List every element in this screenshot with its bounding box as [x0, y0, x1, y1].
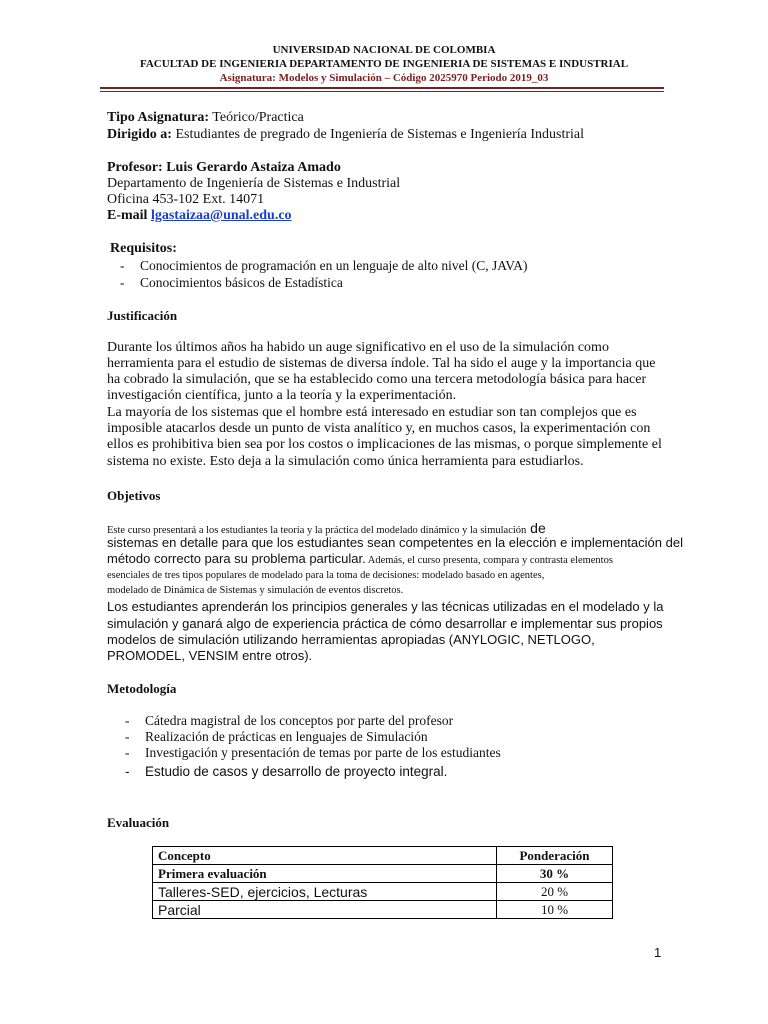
dirigido-value: Estudiantes de pregrado de Ingeniería de Sistemas e Ingeniería Industrial	[175, 127, 585, 142]
paragraph-line: simulación y ganará algo de experiencia práctica de cómo desarrollar e implementar sus propios	[107, 616, 663, 631]
requisitos-heading: Requisitos:	[110, 241, 177, 256]
faculty-name: FACULTAD DE INGENIERIA DEPARTAMENTO DE INGENIERIA DE SISTEMAS E INDUSTRIAL	[139, 58, 629, 70]
paragraph-line: PROMODEL, VENSIM entre otros).	[107, 648, 313, 663]
paragraph-line: esenciales de tres tipos populares de modelado para la toma de decisiones: modelado basado en agentes,	[107, 570, 545, 581]
list-item	[125, 745, 501, 761]
paragraph-line: Los estudiantes aprenderán los principios generales y las técnicas utilizadas en el modelado y la	[107, 599, 664, 614]
paragraph-line: Durante los últimos años ha habido un auge significativo en el uso de la simulación como	[107, 340, 609, 355]
col-ponderacion: Ponderación	[497, 847, 613, 865]
bullet-dash: -	[125, 764, 130, 779]
table-row	[153, 865, 613, 883]
page-number: 1	[654, 945, 662, 960]
table-cell: 10 %	[497, 901, 613, 919]
objetivos-heading: Objetivos	[107, 488, 161, 503]
departamento: Departamento de Ingeniería de Sistemas e Industrial	[107, 176, 401, 191]
bullet-dash: -	[125, 745, 130, 760]
paragraph-line: ha cobrado la simulación, que se ha establecido como una tercera metodología básica para hacer	[107, 372, 647, 387]
paragraph-line: investigación científica, junto a la teoría y la experimentación.	[107, 388, 457, 403]
paragraph-line: La mayoría de los sistemas que el hombre está interesado en estudiar son tan complejos que es	[107, 405, 637, 420]
metodologia-heading: Metodología	[107, 681, 177, 696]
tipo-asignatura	[107, 110, 304, 126]
list-item-text: Conocimientos básicos de Estadística	[140, 275, 343, 290]
bullet-dash: -	[125, 713, 130, 728]
col-concepto: Concepto	[153, 847, 497, 865]
table-cell: Talleres-SED, ejercicios, Lecturas	[153, 883, 497, 901]
list-item-text: Investigación y presentación de temas por parte de los estudiantes	[145, 745, 501, 760]
list-item	[125, 729, 428, 745]
justificacion-heading: Justificación	[107, 308, 178, 323]
tipo-value: Teórico/Practica	[212, 110, 304, 125]
table-cell: Primera evaluación	[153, 865, 497, 883]
university-name: UNIVERSIDAD NACIONAL DE COLOMBIA	[272, 44, 496, 56]
header-rule-thin	[100, 91, 664, 92]
list-item	[125, 713, 453, 729]
table-cell: Parcial	[153, 901, 497, 919]
list-item-text: Realización de prácticas en lenguajes de Simulación	[145, 729, 428, 744]
small-text: Además, el curso presenta, compara y contrasta elementos	[365, 555, 613, 566]
dirigido-label: Dirigido a:	[107, 127, 172, 142]
paragraph-line	[107, 551, 613, 569]
table-row	[153, 883, 613, 901]
tipo-label: Tipo Asignatura:	[107, 110, 210, 125]
email-label: E-mail	[107, 208, 148, 223]
bullet-dash: -	[120, 258, 125, 273]
paragraph-line: herramienta para el estudio de sistemas de diversa índole. Tal ha sido el auge y la importancia que	[107, 356, 656, 371]
text-run: de	[526, 520, 546, 536]
oficina: Oficina 453-102 Ext. 14071	[107, 192, 265, 207]
list-item	[120, 258, 528, 274]
course-line: Asignatura: Modelos y Simulación – Código 2025970 Periodo 2019_03	[219, 72, 549, 84]
evaluacion-heading: Evaluación	[107, 815, 170, 830]
list-item	[120, 275, 343, 291]
email-link[interactable]: lgastaizaa@unal.edu.co	[150, 208, 292, 223]
table-header-row	[153, 847, 613, 865]
paragraph-line: sistema no existe. Esto deja a la simulación como única herramienta para estudiarlos.	[107, 454, 584, 469]
table-row	[153, 901, 613, 919]
list-item	[125, 764, 447, 780]
table-cell: 30 %	[497, 865, 613, 883]
bullet-dash: -	[125, 729, 130, 744]
table-cell: 20 %	[497, 883, 613, 901]
paragraph-line: modelos de simulación utilizando herramientas apropiadas (ANYLOGIC, NETLOGO,	[107, 632, 595, 647]
list-item-text: Conocimientos de programación en un lenguaje de alto nivel (C, JAVA)	[140, 258, 528, 273]
dirigido-a	[107, 127, 584, 143]
paragraph-line: sistemas en detalle para que los estudiantes sean competentes en la elección e implementación del	[107, 535, 683, 550]
evaluation-table	[152, 846, 613, 919]
text-run: método correcto para su problema particular.	[107, 551, 366, 566]
paragraph-line: imposible atacarlos desde un punto de vista analítico y, en muchos casos, la experimentación con	[107, 421, 651, 436]
list-item-text: Cátedra magistral de los conceptos por parte del profesor	[145, 713, 454, 728]
bullet-dash: -	[120, 275, 125, 290]
email-line	[107, 208, 292, 224]
list-item-text: Estudio de casos y desarrollo de proyecto integral.	[145, 764, 448, 779]
header-rule	[100, 87, 664, 89]
profesor: Profesor: Luis Gerardo Astaiza Amado	[107, 160, 341, 175]
paragraph-line: modelado de Dinámica de Sistemas y simulación de eventos discretos.	[107, 585, 404, 596]
paragraph-line: ellos es prohibitiva bien sea por los costos o implicaciones de las mismas, o porque simplemente el	[107, 437, 662, 452]
small-text: Este curso presentará a los estudiantes la teoría y la práctica del modelado dinámico y la simulación	[107, 525, 527, 536]
